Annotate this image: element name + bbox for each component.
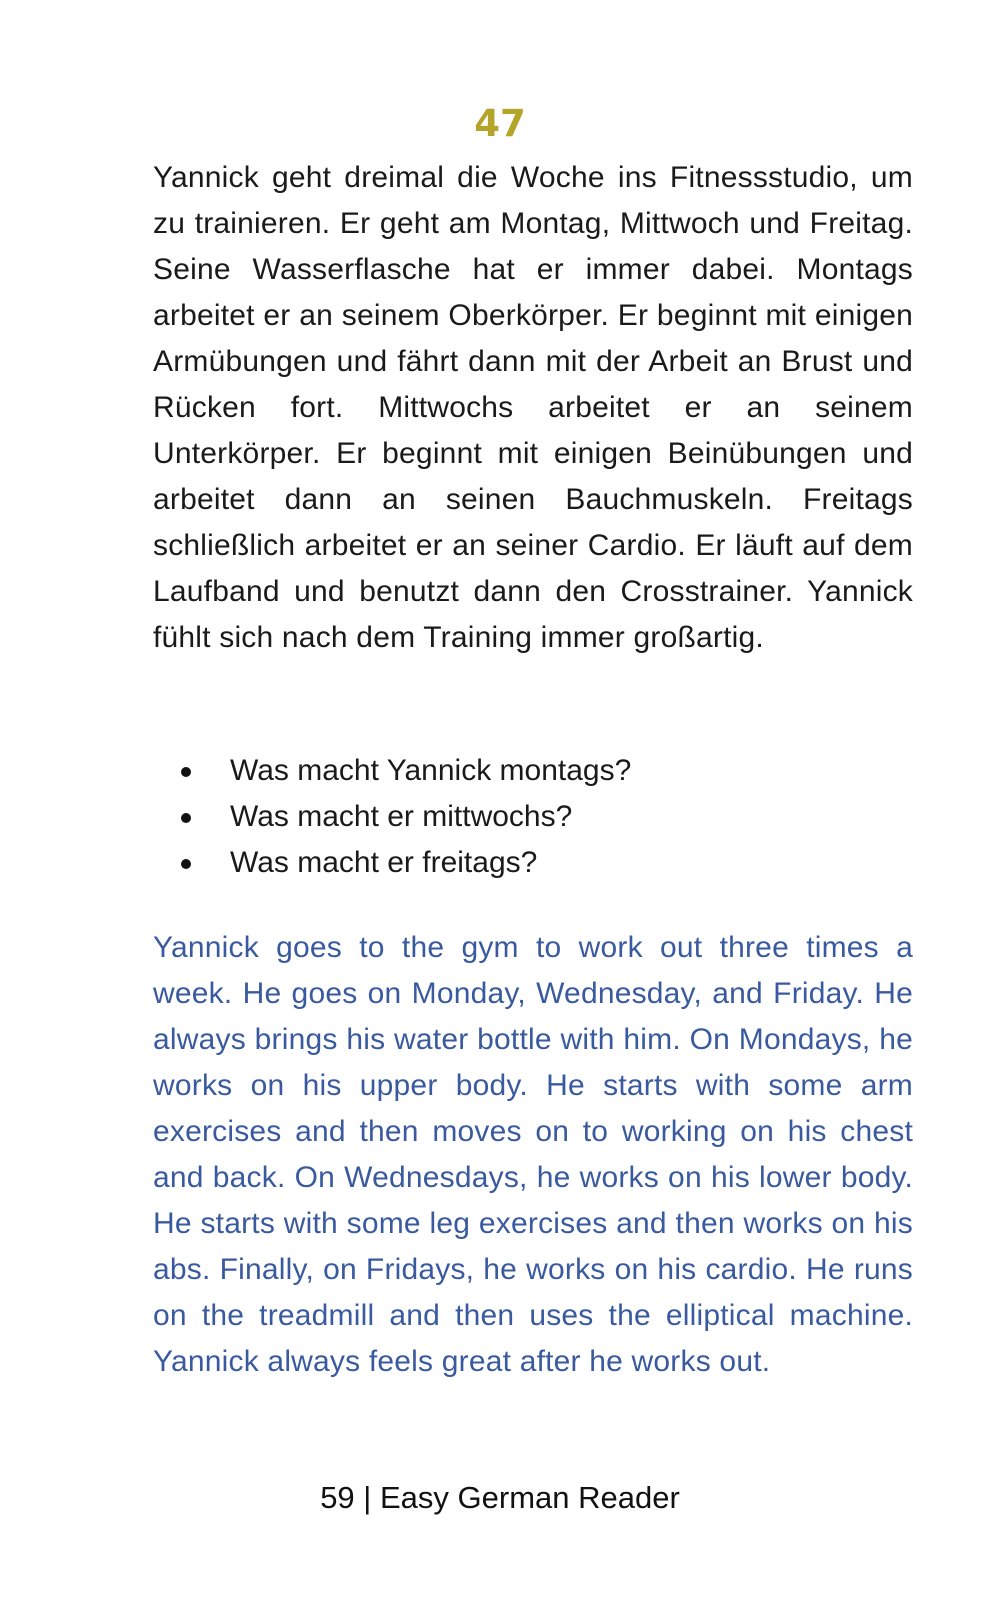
question-text: Was macht Yannick montags?: [230, 754, 632, 787]
bullet-icon: [181, 859, 191, 869]
question-list: [153, 748, 913, 886]
story-number: 47: [474, 102, 526, 145]
question-text: Was macht er freitags?: [230, 846, 538, 879]
question-item: [153, 794, 913, 840]
question-item: [153, 840, 913, 886]
question-item: [153, 748, 913, 794]
bullet-icon: [181, 813, 191, 823]
book-title: Easy German Reader: [379, 1480, 680, 1515]
page-number: 59: [320, 1480, 355, 1515]
bullet-icon: [181, 767, 191, 777]
question-text: Was macht er mittwochs?: [230, 800, 573, 833]
english-translation-text: Yannick goes to the gym to work out three times a week. He goes on Monday, Wednesday, and Friday. He always brings his water bottle with him. On Mondays, he works on his upper body. He starts with some arm exercises and then moves on to working on his chest and back. On Wednesdays, he works on his lower body. He starts with some leg exercises and then works on his abs. Finally, on Fridays, he works on his cardio. He runs on the treadmill and then uses the elliptical machine. Yannick always feels great after he works out.: [153, 931, 913, 1378]
german-story-text: Yannick geht dreimal die Woche ins Fitnessstudio, um zu trainieren. Er geht am Montag, Mittwoch und Freitag. Seine Wasserflasche hat er immer dabei. Montags arbeitet er an seinem Oberkörper. Er beginnt mit einigen Armübungen und fährt dann mit der Arbeit an Brust und Rücken fort. Mittwochs arbeitet er an seinem Unterkörper. Er beginnt mit einigen Beinübungen und arbeitet dann an seinen Bauchmuskeln. Freitags schließlich arbeitet er an seiner Cardio. Er läuft auf dem Laufband und benutzt dann den Crosstrainer. Yannick fühlt sich nach dem Training immer großartig.: [153, 161, 913, 654]
page-footer: [0, 1478, 1000, 1518]
footer-separator: |: [363, 1480, 372, 1515]
